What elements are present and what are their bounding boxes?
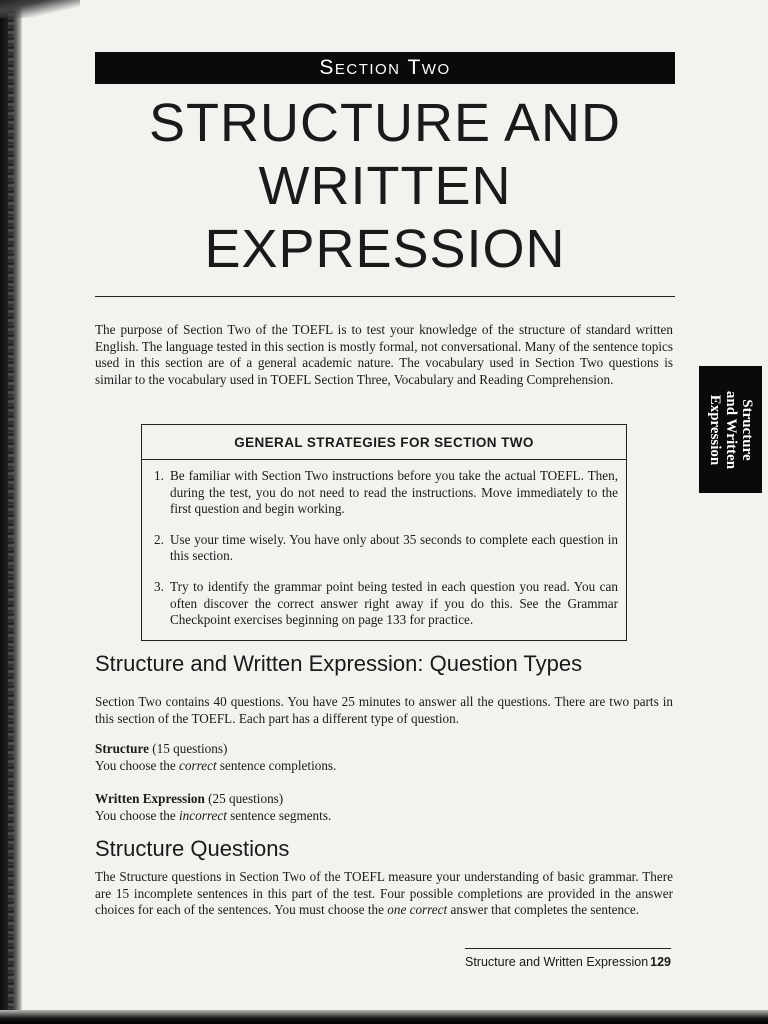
intro-paragraph: The purpose of Section Two of the TOEFL is to test your knowledge of the structure of standard written English. The language tested in this section is mostly formal, not conversational. Many of the sentence topics used in this section are of a general academic nature. The vocabulary used in Section Two questions is similar to the vocabulary used in TOEFL Section Three, Vocabulary and Reading Comprehension.: [95, 322, 673, 387]
strategy-number: 1.: [154, 468, 164, 483]
side-tab-line-2: and Written: [722, 390, 739, 469]
written-count: (25 questions): [208, 791, 284, 806]
strategy-text: Try to identify the grammar point being tested in each question you read. You can often discover the correct answer right away if you do this. See the Grammar Checkpoint exercises beginning on page 133 for practice.: [170, 578, 618, 628]
structure-definition-desc: [95, 758, 673, 775]
question-types-paragraph: Section Two contains 40 questions. You have 25 minutes to answer all the questions. There are two parts in this section of the TOEFL. Each part has a different type of question.: [95, 694, 673, 726]
page-number: 129: [650, 955, 671, 969]
side-tab-line-1: Structure: [738, 398, 755, 461]
structure-para-emphasis: one correct: [387, 902, 448, 918]
structure-para-pre: The Structure questions in Section Two of the TOEFL measure your understanding of basic grammar. There are 15 incomplete sentences in this part of the test. Four possible completions are provided in the answer choices for each of the sentences. You must choose the: [95, 869, 673, 918]
structure-questions-paragraph: [95, 869, 673, 919]
written-desc-pre: You choose the: [95, 807, 180, 823]
question-types-heading: Structure and Written Expression: Question Types: [95, 651, 583, 676]
title-line-1: STRUCTURE AND: [148, 93, 622, 153]
running-head: Structure and Written Expression: [465, 955, 649, 969]
structure-questions-heading: Structure Questions: [95, 836, 290, 861]
side-tab-label: [707, 370, 755, 490]
title-line-3: EXPRESSION: [204, 219, 566, 279]
written-definition-desc: [95, 808, 673, 825]
strategy-text: Be familiar with Section Two instructions before you take the actual TOEFL. Then, during the test, you do not need to read the instructions. Move immediately to the first question and begin working.: [170, 468, 618, 517]
side-tab-line-3: Expression: [706, 394, 723, 465]
structure-definition-title: [95, 741, 673, 758]
structure-label: Structure: [95, 741, 149, 756]
written-definition-title: [95, 791, 673, 808]
scan-edge-top: [0, 0, 80, 18]
written-desc-emphasis: incorrect: [179, 807, 227, 823]
scan-edge-bottom: [0, 1010, 768, 1024]
strategies-list: [154, 468, 618, 643]
strategy-item-1: [154, 468, 618, 518]
structure-desc-post: sentence completions.: [216, 757, 337, 773]
strategies-heading: GENERAL STRATEGIES FOR SECTION TWO: [142, 425, 626, 460]
page-title: [95, 92, 675, 281]
written-label: Written Expression: [95, 791, 205, 806]
strategy-text: Use your time wisely. You have only about 35 seconds to complete each question in this section.: [170, 531, 618, 564]
structure-desc-emphasis: correct: [179, 757, 217, 773]
footer-divider: [465, 948, 671, 949]
written-expression-definition: [95, 791, 673, 824]
title-line-2: WRITTEN: [258, 156, 512, 216]
strategy-number: 2.: [154, 531, 164, 547]
scan-edge-texture: [8, 0, 14, 1024]
structure-definition: [95, 741, 673, 774]
title-divider: [95, 296, 675, 297]
structure-desc-pre: You choose the: [95, 757, 180, 773]
strategy-item-2: [154, 532, 618, 565]
strategies-box: [141, 424, 627, 641]
section-banner: Section Two: [95, 52, 675, 84]
strategy-item-3: [154, 579, 618, 629]
written-desc-post: sentence segments.: [226, 807, 332, 823]
structure-count: (15 questions): [152, 741, 228, 756]
strategy-number: 3.: [154, 578, 164, 594]
page-footer: [465, 955, 671, 969]
chapter-side-tab: [699, 366, 762, 493]
structure-para-post: answer that completes the sentence.: [447, 902, 640, 918]
